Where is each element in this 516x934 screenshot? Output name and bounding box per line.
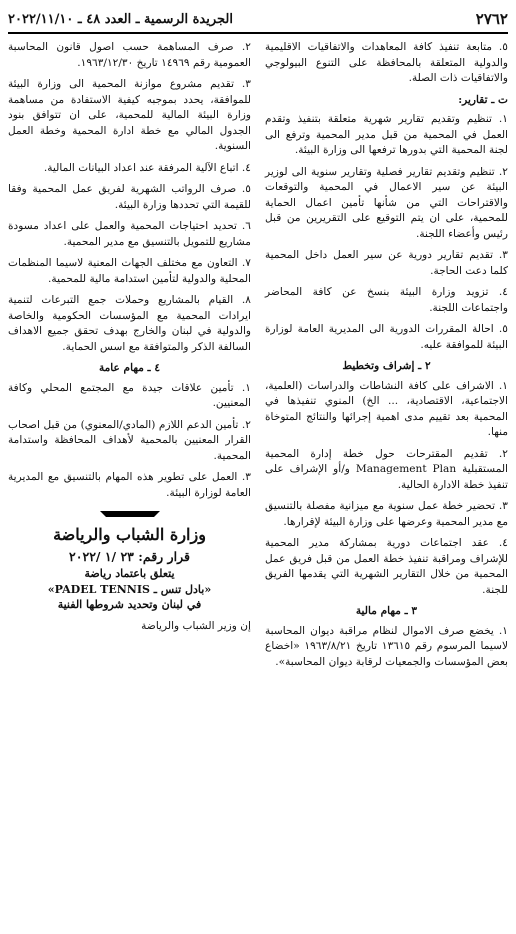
paragraph: ٨. القيام بالمشاريع وحملات جمع التبرعات لتنمية ايرادات المحمية مع المؤسسات الحكومية والخاصة والدولية في لبنان والخارج بهدف تحقق جميع الاهداف السالفة الذكر والمتوافقة مع اسس الحماية. [8, 294, 251, 353]
minister-line: إن وزير الشباب والرياضة [141, 619, 251, 632]
section-heading: ٣ ـ مهام مالية [355, 605, 418, 617]
page-header [8, 8, 508, 30]
paragraph: ٣. تحضير خطة عمل سنوية مع ميزانية مفصلة بالتنسيق مع مدير المحمية وعرضها على وزارة البيئة لإقرارها. [265, 500, 508, 528]
paragraph: ٧. التعاون مع مختلف الجهات المعنية لاسيما المنظمات المحلية والدولية لتأمين استدامة مالية للمحمية. [8, 257, 251, 285]
section-heading: ٢ ـ إشراف وتخطيط [342, 360, 431, 372]
section-heading: ٤ ـ مهام عامة [98, 362, 161, 374]
paragraph: ٣. تقديم تقارير دورية عن سير العمل داخل المحمية كلما دعت الحاجة. [265, 249, 508, 277]
paragraph: ٢. صرف المساهمة حسب اصول قانون المحاسبة العمومية رقم ١٤٩٦٩ تاريخ ١٩٦٣/١٢/٣٠. [8, 41, 251, 69]
decision-number: قرار رقم: ٢٣ /١ /٢٠٢٢ [69, 548, 190, 564]
decision-subject: يتعلق باعتماد رياضة [84, 567, 175, 580]
paragraph: ١. تنظيم وتقديم تقارير شهرية متعلقة بتنفيذ وتقدم العمل في المحمية من قبل مدير المحمية وترفع الى لجنة المحمية التي بدورها ترفعها الى وزارة البيئة. [265, 113, 508, 156]
left-column [8, 40, 251, 926]
journal-info: الجريدة الرسمية ـ العدد ٤٨ ـ ٢٠٢٢/١١/١٠ [8, 11, 234, 27]
paragraph: ٤. تزويد وزارة البيئة بنسخ عن كافة المحاضر واجتماعات اللجنة. [265, 286, 508, 314]
paragraph: ١. تأمين علاقات جيدة مع المجتمع المحلي وكافة المعنيين. [8, 381, 251, 409]
right-column [265, 40, 508, 926]
page-number: ٢٧٦٢ [475, 10, 508, 28]
paragraph: ٤. عقد اجتماعات دورية بمشاركة مدير المحمية للإشراف ومراقبة تنفيذ خطة العمل من قبل فريق عمل المحمية من خلال التقارير الشهرية التي يقدمها الفريق للجنة. [265, 537, 508, 596]
ministry-title: وزارة الشباب والرياضة [53, 525, 206, 544]
paragraph: ٥. متابعة تنفيذ كافة المعاهدات والاتفاقيات الاقليمية والدولية المتعلقة بالمحافظة على التنوع البيولوجي والاتفاقيات ذات الصلة. [265, 41, 508, 84]
paragraph: ٢. تقديم المقترحات حول خطة إدارة المحمية المستقبلية Management Plan و/أو الإشراف على تنفيذ خطة الادارة الحالية. [265, 447, 509, 491]
paragraph: ١. الاشراف على كافة النشاطات والدراسات (العلمية، الاجتماعية، الاقتصادية، ... الخ) المنوي تنفيذها في المحمية بعد تقييم مدى اهمية إجرائها والنتائج المتوخاة منها. [265, 379, 508, 438]
sport-scope: في لبنان وتحديد شروطها الفنية [57, 598, 202, 611]
paragraph: ٥. صرف الرواتب الشهرية لفريق عمل المحمية وفقا للقيمة التي تحددها وزارة البيئة. [8, 183, 251, 211]
text-columns [8, 40, 508, 926]
paragraph: ١. يخضع صرف الاموال لنظام مراقبة ديوان المحاسبة لاسيما المرسوم رقم ١٣٦١٥ تاريخ ١٩٦٣/٨/٢١ «اخضاع بعض المؤسسات والجمعيات لرقابة ديوان المحاسبة». [265, 624, 508, 668]
paragraph: ٣. تقديم مشروع موازنة المحمية الى وزارة البيئة للموافقة، يحدد بموجبه كيفية الاستفادة من مساهمة وزارة البيئة المالية للمحمية، على ان تتوافق بنود الجدول المالي مع خطة ادارة المحمية وخطة العمل السنوية. [8, 78, 251, 152]
section-heading: ت ـ تقارير: [458, 93, 508, 106]
paragraph: ٢. تنظيم وتقديم تقارير فصلية وتقارير سنوية الى لوزير البيئة عن سير الاعمال في المحمية والتوقعات والاقتراحات التي من شأنها تأمين اعمال الحماية للمحمية، على ان يتم التوقيع على التقريرين من قبل رئيس وأعضاء اللجنة. [265, 165, 508, 240]
sport-name: «بادل تنس ـ PADEL TENNIS» [47, 582, 212, 596]
paragraph: ٥. احالة المقررات الدورية الى المديرية العامة لوزارة البيئة للموافقة عليه. [265, 323, 508, 351]
paragraph: ٦. تحديد احتياجات المحمية والعمل على اعداد مسودة مشاريع للتمويل بالتنسيق مع مدير المحمية. [8, 220, 251, 248]
section-divider [100, 511, 160, 517]
paragraph: ٤. اتباع الآلية المرفقة عند اعداد البيانات المالية. [43, 161, 251, 174]
paragraph: ٣. العمل على تطوير هذه المهام بالتنسيق مع المديرية العامة لوزارة البيئة. [8, 471, 251, 499]
paragraph: ٢. تأمين الدعم اللازم (المادي/المعنوي) من قبل اصحاب القرار المعنيين بالمحمية لأهداف المحافظة واستدامة المحمية. [8, 418, 251, 462]
header-rule [8, 32, 508, 34]
